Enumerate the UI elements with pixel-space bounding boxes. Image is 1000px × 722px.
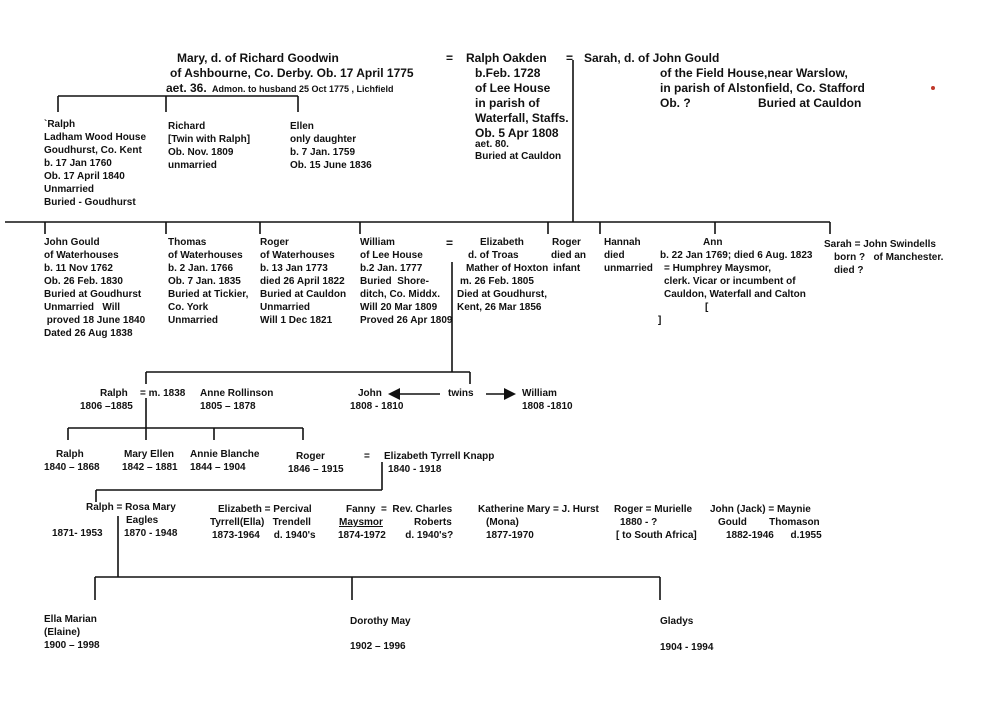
marriage-sign: = [364, 451, 370, 462]
person-line: Dated 26 Aug 1838 [44, 328, 133, 339]
person-line: Buried - Goudhurst [44, 197, 136, 208]
person-line: Unmarried [44, 184, 95, 195]
ralph-line: Ob. 5 Apr 1808 [475, 126, 559, 140]
person-line: Roger [260, 237, 289, 248]
mary-line1: Mary, d. of Richard Goodwin [177, 51, 339, 65]
person-line: Buried at Cauldon [260, 289, 347, 300]
william-twin-name: William [522, 388, 557, 399]
person-line: Ob. Nov. 1809 [168, 147, 234, 158]
person-line: Unmarried Will [44, 302, 121, 313]
person-line: proved 18 June 1840 [44, 315, 146, 326]
person-line: b. 13 Jan 1773 [260, 263, 328, 274]
arrow-right-icon [504, 388, 516, 400]
john-jack-line2: Gould Thomason [718, 517, 820, 528]
person-line: ditch, Co. Middx. [360, 289, 440, 300]
person-line: of Lee House [360, 250, 423, 261]
person-line: Ob. 15 June 1836 [290, 160, 372, 171]
katherine-line1: Katherine Mary = J. Hurst [478, 504, 599, 515]
john-twin-dates: 1808 - 1810 [350, 401, 404, 412]
ralph-line: Waterfall, Staffs. [475, 111, 569, 125]
katherine-line2: (Mona) [486, 517, 519, 528]
annie-blanche-name: Annie Blanche [190, 449, 260, 460]
ralph-line: aet. 80. [475, 139, 509, 150]
person-line: John Gould [44, 237, 100, 248]
person-line: = Humphrey Maysmor, [664, 263, 771, 274]
person-line: Ob. 26 Feb. 1830 [44, 276, 123, 287]
mary-line2: of Ashbourne, Co. Derby. Ob. 17 April 1775 [170, 66, 414, 80]
roger-1846-dates: 1846 – 1915 [288, 464, 344, 475]
person-line: `Ralph [44, 119, 76, 130]
person-line: infant [553, 263, 581, 274]
person-line: Roger [552, 237, 581, 248]
person-line: Buried Shore- [360, 276, 429, 287]
person-line: b. 2 Jan. 1766 [168, 263, 234, 274]
john-twin-name: John [358, 388, 382, 399]
annie-blanche-dates: 1844 – 1904 [190, 462, 246, 473]
person-line: Hannah [604, 237, 641, 248]
mary-line3b: Admon. to husband 25 Oct 1775 , Lichfield [212, 84, 394, 94]
person-line: Dorothy May [350, 616, 411, 627]
person-line: [ [705, 302, 709, 313]
person-line: Will 20 Mar 1809 [360, 302, 438, 313]
mary-ellen-dates: 1842 – 1881 [122, 462, 178, 473]
person-line: Unmarried [260, 302, 311, 313]
anne-rollinson-dates: 1805 – 1878 [200, 401, 256, 412]
person-line: died ? [834, 265, 864, 276]
elizabeth-knapp-name: Elizabeth Tyrrell Knapp [384, 451, 495, 462]
marriage-sign: = [446, 236, 454, 250]
rosa-mary-dates: 1870 - 1948 [124, 528, 178, 539]
person-line: born ? of Manchester. [834, 252, 944, 263]
person-line: Ellen [290, 121, 314, 132]
person-line: Kent, 26 Mar 1856 [457, 302, 542, 313]
mary-line3a: aet. 36. [166, 81, 207, 95]
person-line: of Waterhouses [168, 250, 243, 261]
person-line: m. 26 Feb. 1805 [460, 276, 534, 287]
person-line: died 26 April 1822 [260, 276, 345, 287]
person-line: Will 1 Dec 1821 [260, 315, 333, 326]
ralph-1806-dates: 1806 –1885 [80, 401, 133, 412]
red-dot [931, 86, 935, 90]
arrow-left-icon [388, 388, 400, 400]
person-line: unmarried [604, 263, 653, 274]
ralph-1871-line2: Eagles [126, 515, 159, 526]
person-line: Elizabeth [480, 237, 524, 248]
sarah-line2: of the Field House,near Warslow, [660, 66, 848, 80]
person-line: Gladys [660, 616, 694, 627]
person-line: Ob. 17 April 1840 [44, 171, 125, 182]
fanny-line1: Fanny = Rev. Charles [346, 504, 453, 515]
person-line: Goudhurst, Co. Kent [44, 145, 142, 156]
elizabeth-knapp-dates: 1840 - 1918 [388, 464, 442, 475]
person-line: [Twin with Ralph] [168, 134, 251, 145]
person-line: Died at Goudhurst, [457, 289, 547, 300]
mary-ellen-name: Mary Ellen [124, 449, 175, 460]
ralph-1871-line1: Ralph = Rosa Mary [86, 502, 176, 513]
sarah-line4b: Buried at Cauldon [758, 96, 862, 110]
ralph-1840-name: Ralph [56, 449, 84, 460]
person-line: of Waterhouses [260, 250, 335, 261]
marriage-sign: = [566, 51, 574, 65]
person-line: Co. York [168, 302, 209, 313]
sarah-line4a: Ob. ? [660, 96, 691, 110]
person-line: Thomas [168, 237, 207, 248]
person-line: died [604, 250, 625, 261]
ralph-line: Ralph Oakden [466, 51, 547, 65]
person-line: b.2 Jan. 1777 [360, 263, 423, 274]
person-line: Unmarried [168, 315, 219, 326]
person-line: clerk. Vicar or incumbent of [664, 276, 796, 287]
john-jack-line3: 1882-1946 d.1955 [726, 530, 822, 541]
person-line: (Elaine) [44, 627, 81, 638]
anne-rollinson-name: Anne Rollinson [200, 388, 274, 399]
katherine-line3: 1877-1970 [486, 530, 534, 541]
william-twin-dates: 1808 -1810 [522, 401, 573, 412]
ralph-line: in parish of [475, 96, 540, 110]
person-line: died an [551, 250, 587, 261]
roger-1880-line1: Roger = Murielle [614, 504, 693, 515]
elizabeth-ella-line3: 1873-1964 d. 1940's [212, 530, 316, 541]
fanny-line3: 1874-1972 d. 1940's? [338, 530, 454, 541]
roger-1880-line3: [ to South Africa] [616, 530, 697, 541]
person-line: d. of Troas [468, 250, 519, 261]
sarah-line1: Sarah, d. of John Gould [584, 51, 720, 65]
person-line: William [360, 237, 395, 248]
roger-1880-line2: 1880 - ? [620, 517, 658, 528]
person-line: ] [658, 315, 662, 326]
marriage-sign: = [446, 51, 454, 65]
person-line: only daughter [290, 134, 357, 145]
elizabeth-ella-line1: Elizabeth = Percival [218, 504, 312, 515]
person-line: Ella Marian [44, 614, 97, 625]
fanny-maysmor: Maysmor [339, 517, 383, 528]
person-line: b. 17 Jan 1760 [44, 158, 112, 169]
ralph-line: of Lee House [475, 81, 551, 95]
person-line: b. 22 Jan 1769; died 6 Aug. 1823 [660, 250, 813, 261]
ralph-1806-marriage: = m. 1838 [140, 388, 186, 399]
sarah-line3: in parish of Alstonfield, Co. Stafford [660, 81, 865, 95]
fanny-roberts: Roberts [414, 517, 452, 528]
ralph-1871-dates: 1871- 1953 [52, 528, 103, 539]
person-line: Richard [168, 121, 206, 132]
twins-label: twins [448, 388, 474, 399]
person-line: of Waterhouses [44, 250, 119, 261]
person-line: unmarried [168, 160, 217, 171]
person-line: 1902 – 1996 [350, 641, 406, 652]
person-line: b. 11 Nov 1762 [44, 263, 113, 274]
ralph-1806-name: Ralph [100, 388, 128, 399]
person-line: Buried at Goudhurst [44, 289, 142, 300]
roger-1846-name: Roger [296, 451, 325, 462]
person-line: Sarah = John Swindells [824, 239, 936, 250]
person-line: Cauldon, Waterfall and Calton [664, 289, 806, 300]
person-line: Mather of Hoxton [466, 263, 549, 274]
person-line: Proved 26 Apr 1809 [360, 315, 453, 326]
person-line: 1900 – 1998 [44, 640, 100, 651]
john-jack-line1: John (Jack) = Maynie [710, 504, 811, 515]
person-line: Buried at Tickier, [168, 289, 249, 300]
person-line: b. 7 Jan. 1759 [290, 147, 356, 158]
person-line: Ob. 7 Jan. 1835 [168, 276, 241, 287]
ralph-line: Buried at Cauldon [475, 151, 562, 162]
ralph-1840-dates: 1840 – 1868 [44, 462, 100, 473]
person-line: Ann [703, 237, 723, 248]
ralph-line: b.Feb. 1728 [475, 66, 541, 80]
person-line: 1904 - 1994 [660, 642, 714, 653]
elizabeth-ella-line2: Tyrrell(Ella) Trendell [210, 517, 311, 528]
person-line: Ladham Wood House [44, 132, 147, 143]
